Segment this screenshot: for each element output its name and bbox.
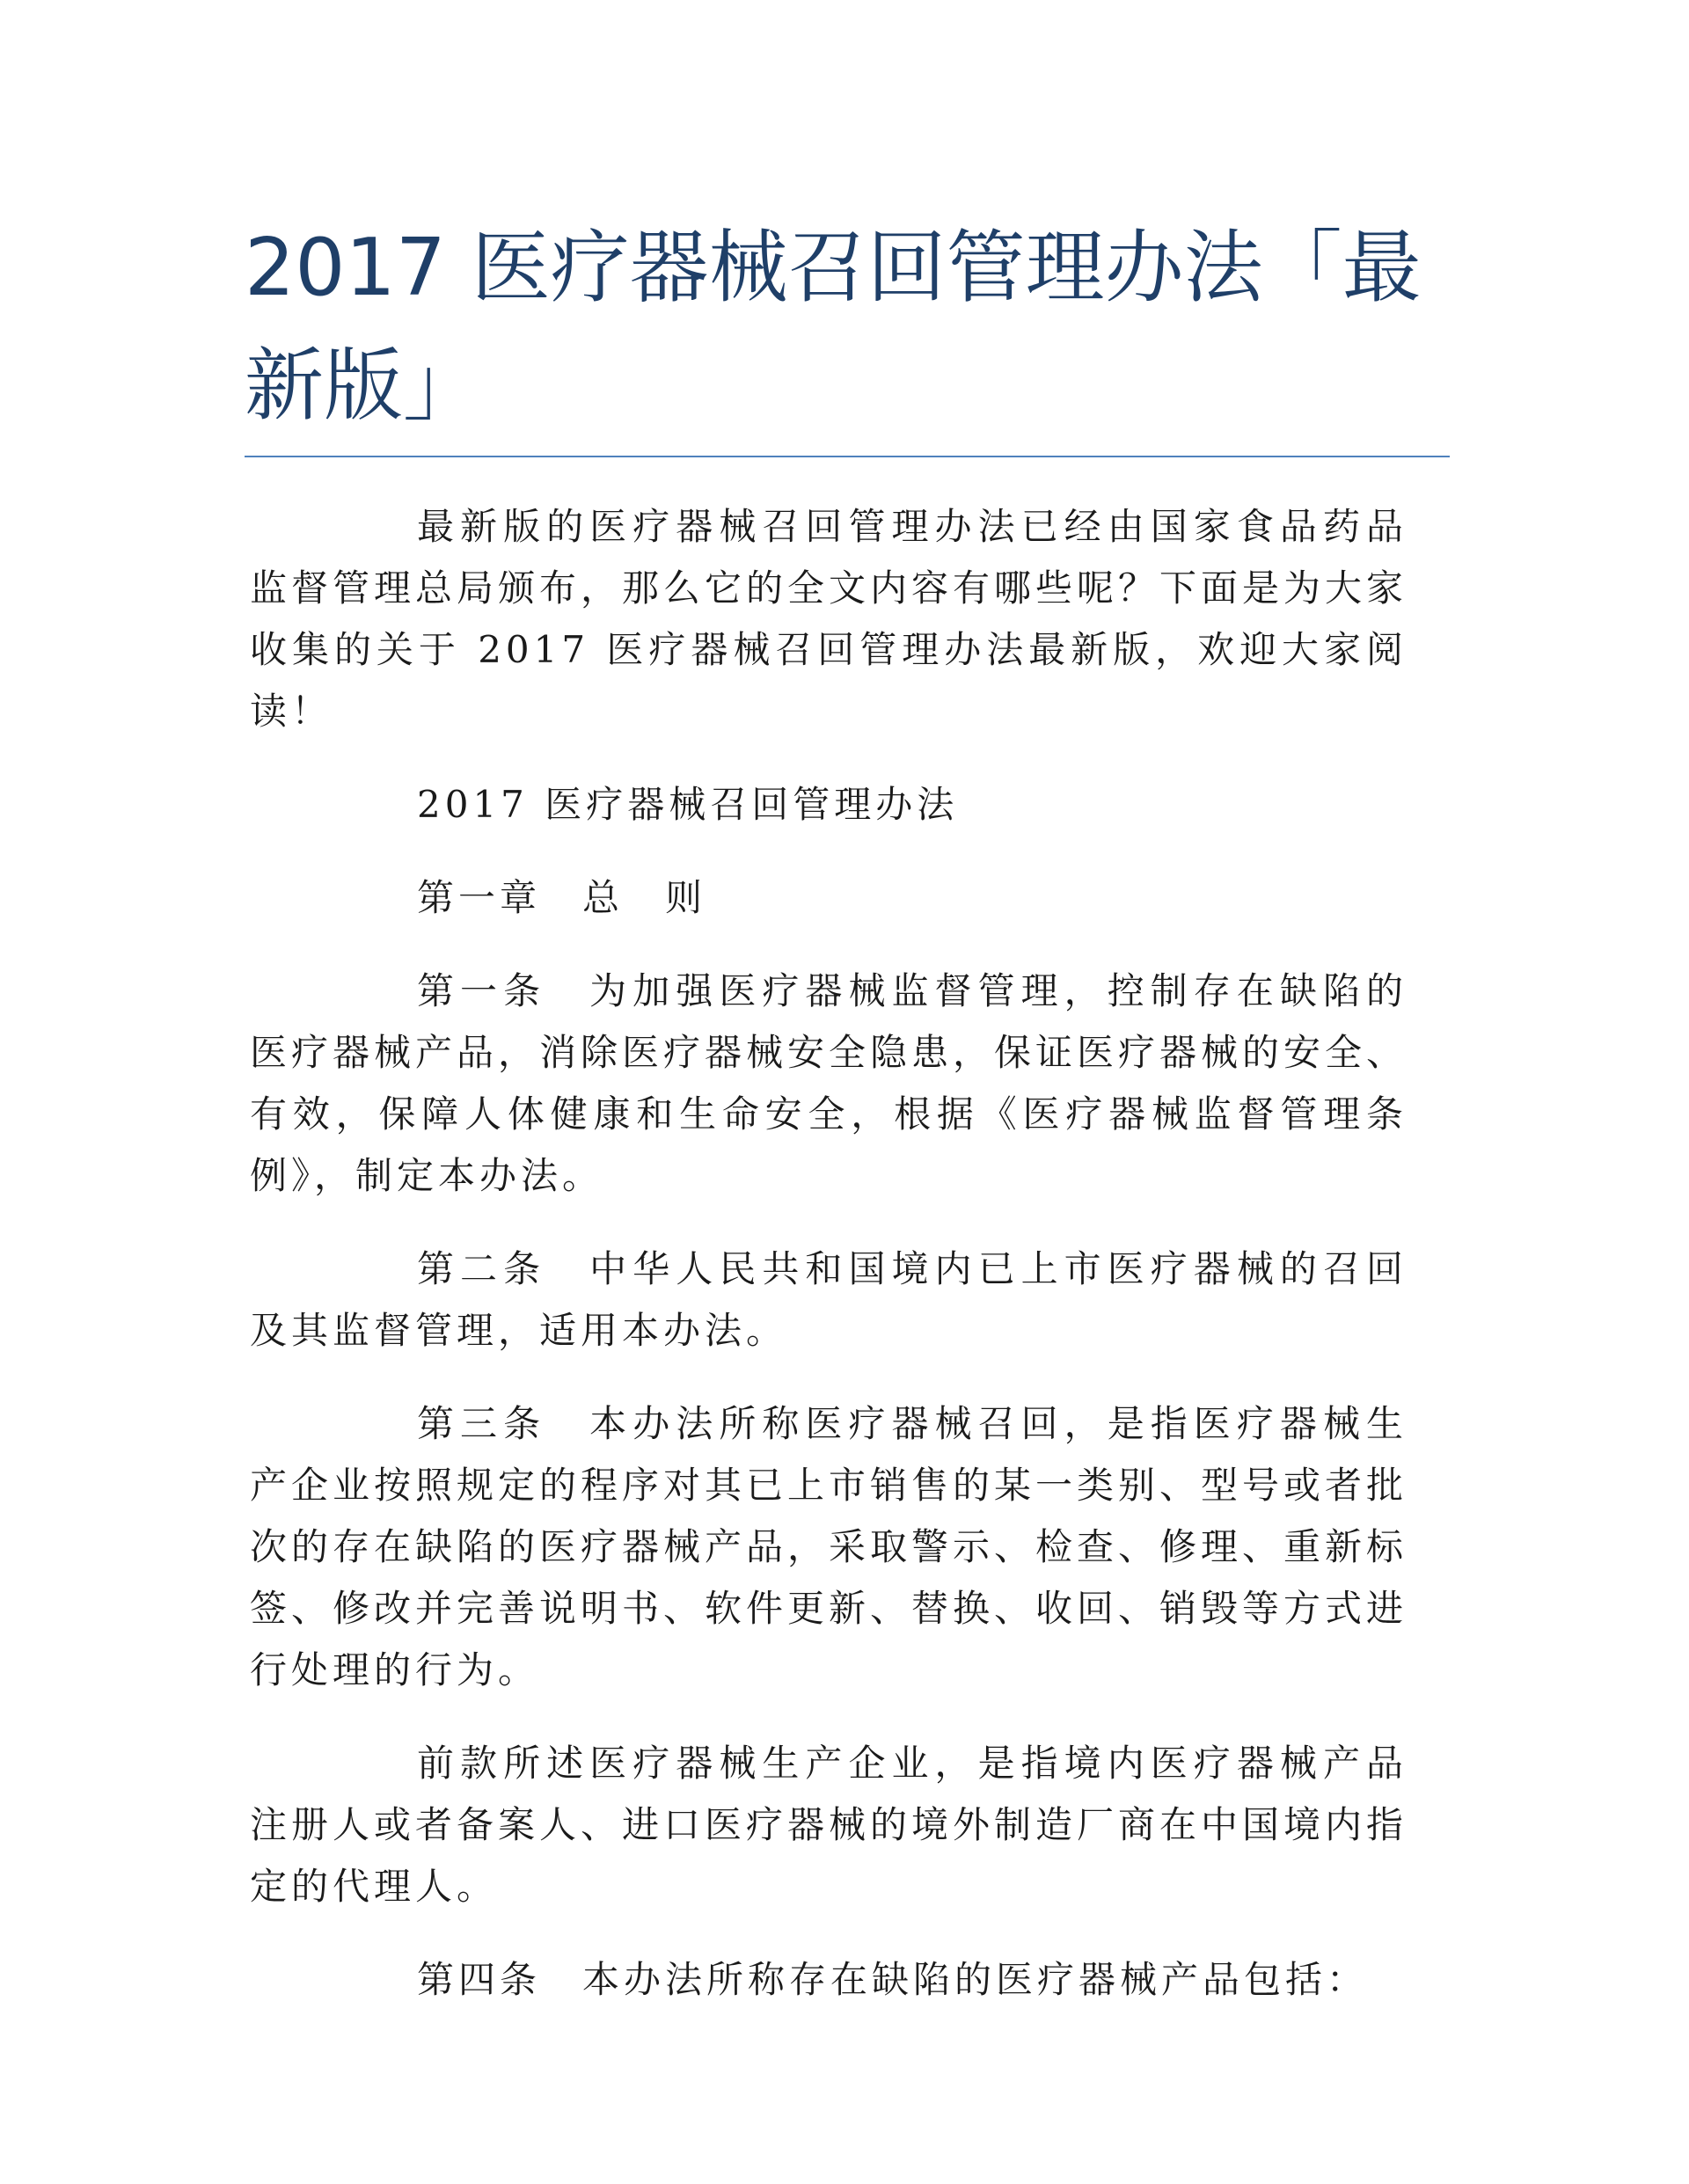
chapter-heading: 第一章 总 则 [417, 876, 707, 919]
article-1: 第一条 为加强医疗器械监督管理，控制存在缺陷的医疗器械产品，消除医疗器械安全隐患，保证医疗器械的安全、有效，保障人体健康和生命安全，根据《医疗器械监督管理条例》，制定本办法。 [250, 969, 1408, 1197]
document-title: 2017 医疗器械召回管理办法「最新版」 [245, 222, 1422, 432]
regulation-name: 2017 医疗器械召回管理办法 [417, 783, 959, 826]
intro-paragraph: 最新版的医疗器械召回管理办法已经由国家食品药品监督管理总局颁布，那么它的全文内容有哪些呢？下面是为大家收集的关于 2017 医疗器械召回管理办法最新版，欢迎大家阅读！ [250, 505, 1408, 733]
article-3-clause: 前款所述医疗器械生产企业，是指境内医疗器械产品注册人或者备案人、进口医疗器械的境外制造厂商在中国境内指定的代理人。 [250, 1742, 1408, 1908]
document-body [250, 496, 1408, 2042]
article-2: 第二条 中华人民共和国境内已上市医疗器械的召回及其监督管理，适用本办法。 [250, 1247, 1408, 1352]
article-4: 第四条 本办法所称存在缺陷的医疗器械产品包括： [417, 1958, 1369, 2001]
article-3: 第三条 本办法所称医疗器械召回，是指医疗器械生产企业按照规定的程序对其已上市销售的某一类别、型号或者批次的存在缺陷的医疗器械产品，采取警示、检查、修理、重新标签、修改并完善说明书、软件更新、替换、收回、销毁等方式进行处理的行为。 [250, 1402, 1408, 1691]
title-divider [245, 456, 1450, 457]
